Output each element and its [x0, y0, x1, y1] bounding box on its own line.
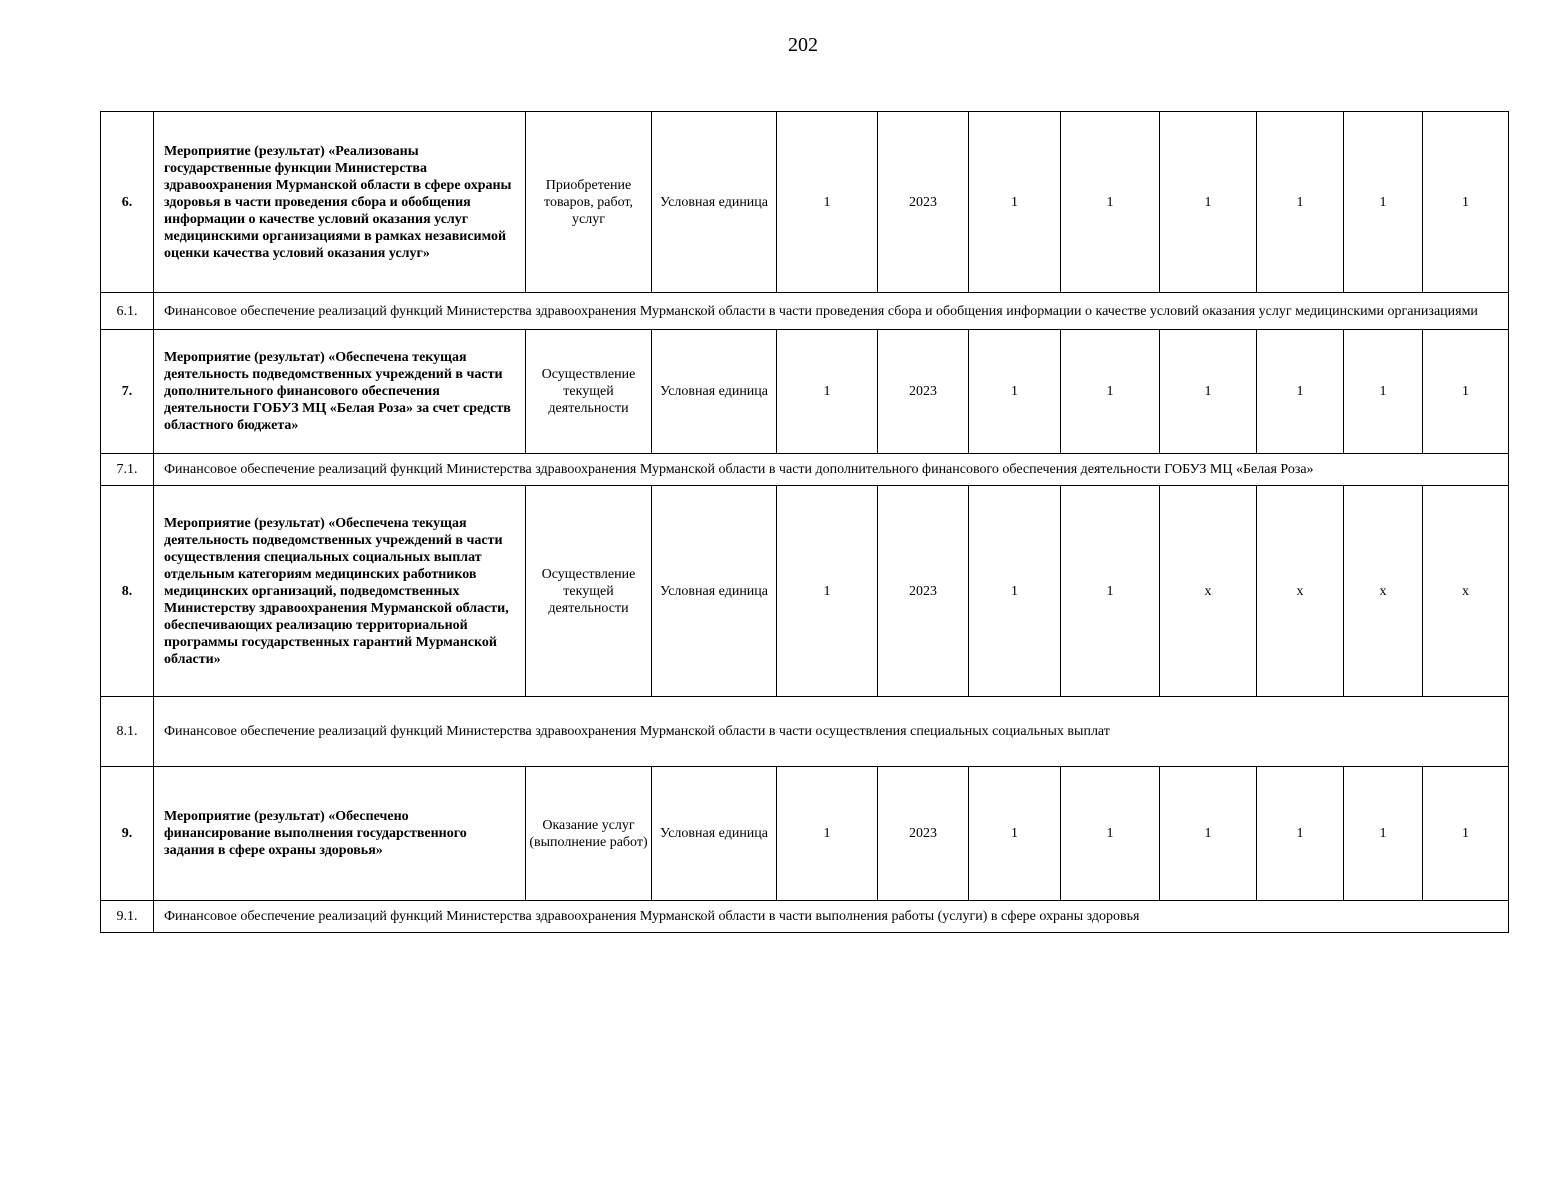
value-cell: 1 — [1257, 767, 1344, 901]
base-value: 1 — [777, 767, 878, 901]
base-value: 1 — [777, 486, 878, 697]
event-type: Приобретение товаров, работ, услуг — [526, 112, 652, 293]
subrow-number: 7.1. — [101, 454, 154, 486]
row-number: 9. — [101, 767, 154, 901]
value-cell: x — [1160, 486, 1257, 697]
table-row — [101, 112, 1509, 293]
value-cell: 1 — [969, 767, 1061, 901]
event-type: Оказание услуг (выполнение работ) — [526, 767, 652, 901]
value-cell: 1 — [969, 330, 1061, 454]
event-title: Мероприятие (результат) «Реализованы государственные функции Министерства здравоохранения Мурманской области в сфере охраны здоровья в части проведения сбора и обобщения информации о качестве условий оказания услуг медицинскими организациями в рамках независимой оценки качества условий оказания услуг» — [154, 112, 526, 293]
event-title: Мероприятие (результат) «Обеспечено финансирование выполнения государственного задания в сфере охраны здоровья» — [154, 767, 526, 901]
table-subrow — [101, 293, 1509, 330]
table-subrow — [101, 901, 1509, 933]
event-type: Осуществление текущей деятельности — [526, 486, 652, 697]
value-cell: 1 — [1257, 330, 1344, 454]
table-subrow — [101, 454, 1509, 486]
row-number: 8. — [101, 486, 154, 697]
unit: Условная единица — [652, 486, 777, 697]
value-cell: 1 — [1423, 112, 1509, 293]
value-cell: x — [1344, 486, 1423, 697]
base-year: 2023 — [878, 767, 969, 901]
subrow-text: Финансовое обеспечение реализаций функций Министерства здравоохранения Мурманской области в части осуществления специальных социальных выплат — [154, 697, 1509, 767]
subrow-number: 9.1. — [101, 901, 154, 933]
value-cell: 1 — [1257, 112, 1344, 293]
subrow-number: 8.1. — [101, 697, 154, 767]
base-year: 2023 — [878, 486, 969, 697]
value-cell: 1 — [1423, 330, 1509, 454]
value-cell: 1 — [1160, 767, 1257, 901]
table-row — [101, 486, 1509, 697]
base-value: 1 — [777, 330, 878, 454]
results-table — [100, 111, 1509, 933]
value-cell: 1 — [1061, 112, 1160, 293]
unit: Условная единица — [652, 767, 777, 901]
table-subrow — [101, 697, 1509, 767]
value-cell: 1 — [1061, 767, 1160, 901]
table-row — [101, 767, 1509, 901]
subrow-text: Финансовое обеспечение реализаций функций Министерства здравоохранения Мурманской области в части проведения сбора и обобщения информации о качестве условий оказания услуг медицинскими организациями — [154, 293, 1509, 330]
base-year: 2023 — [878, 112, 969, 293]
value-cell: 1 — [1061, 486, 1160, 697]
subrow-text: Финансовое обеспечение реализаций функций Министерства здравоохранения Мурманской области в части выполнения работы (услуги) в сфере охраны здоровья — [154, 901, 1509, 933]
value-cell: 1 — [1423, 767, 1509, 901]
value-cell: 1 — [1344, 112, 1423, 293]
page-number: 202 — [788, 34, 818, 56]
subrow-text: Финансовое обеспечение реализаций функций Министерства здравоохранения Мурманской области в части дополнительного финансового обеспечения деятельности ГОБУЗ МЦ «Белая Роза» — [154, 454, 1509, 486]
event-type: Осуществление текущей деятельности — [526, 330, 652, 454]
base-year: 2023 — [878, 330, 969, 454]
value-cell: 1 — [1061, 330, 1160, 454]
subrow-number: 6.1. — [101, 293, 154, 330]
value-cell: 1 — [1344, 767, 1423, 901]
value-cell: x — [1257, 486, 1344, 697]
base-value: 1 — [777, 112, 878, 293]
value-cell: 1 — [969, 486, 1061, 697]
value-cell: 1 — [1344, 330, 1423, 454]
event-title: Мероприятие (результат) «Обеспечена текущая деятельность подведомственных учреждений в части осуществления специальных социальных выплат отдельным категориям медицинских работников медицинских организаций, подведомственных Министерству здравоохранения Мурманской области, обеспечивающих реализацию территориальной программы государственных гарантий Мурманской области» — [154, 486, 526, 697]
row-number: 7. — [101, 330, 154, 454]
row-number: 6. — [101, 112, 154, 293]
table-row — [101, 330, 1509, 454]
unit: Условная единица — [652, 112, 777, 293]
value-cell: 1 — [1160, 112, 1257, 293]
unit: Условная единица — [652, 330, 777, 454]
value-cell: x — [1423, 486, 1509, 697]
event-title: Мероприятие (результат) «Обеспечена текущая деятельность подведомственных учреждений в части дополнительного финансового обеспечения деятельности ГОБУЗ МЦ «Белая Роза» за счет средств областного бюджета» — [154, 330, 526, 454]
value-cell: 1 — [1160, 330, 1257, 454]
value-cell: 1 — [969, 112, 1061, 293]
